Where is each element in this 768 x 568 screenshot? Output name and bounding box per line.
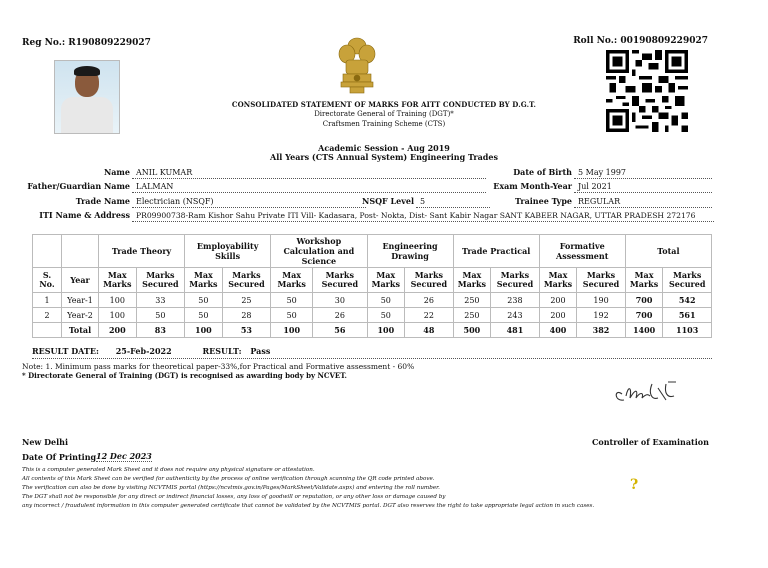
roll-no: Roll No.: 00190809229027: [573, 36, 708, 46]
trade-value: Electrician (NSQF): [132, 196, 366, 208]
trainee-label: Trainee Type: [515, 196, 572, 206]
table-cell: 192: [577, 308, 626, 323]
result-line: [32, 346, 712, 359]
table-cell: 50: [367, 293, 405, 308]
table-cell: 50: [367, 308, 405, 323]
scheme-line: Craftsmen Training Scheme (CTS): [322, 120, 446, 128]
group-header: Workshop Calculation and Science: [271, 235, 367, 268]
table-cell: 50: [185, 293, 223, 308]
exam-value: Jul 2021: [574, 181, 712, 193]
reg-no: Reg No.: R190809229027: [22, 38, 151, 48]
marks-secured-header: Marks Secured: [405, 268, 454, 293]
trade-label: Trade Name: [75, 196, 130, 206]
table-cell: 481: [491, 323, 540, 338]
table-row: [33, 323, 712, 338]
result-date-value: 25-Feb-2022: [115, 346, 172, 356]
father-value: LALMAN: [132, 181, 486, 193]
name-label: Name: [103, 167, 130, 177]
table-cell: 200: [539, 293, 577, 308]
marks-secured-header: Marks Secured: [313, 268, 367, 293]
table-cell: 100: [271, 323, 313, 338]
table-cell: 238: [491, 293, 540, 308]
table-cell: [33, 323, 62, 338]
table-cell: 542: [663, 293, 712, 308]
table-row: [33, 293, 712, 308]
max-marks-header: Max Marks: [453, 268, 491, 293]
name-value: ANIL KUMAR: [132, 167, 486, 179]
group-header: Trade Practical: [453, 235, 539, 268]
table-cell: 50: [271, 293, 313, 308]
father-label: Father/Guardian Name: [27, 181, 130, 191]
table-cell: 1: [33, 293, 62, 308]
disclaimer-line: This is a computer generated Mark Sheet and it does not require any physical signature or attestation.: [22, 467, 315, 473]
max-marks-header: Max Marks: [185, 268, 223, 293]
trainee-value: REGULAR: [574, 196, 712, 208]
max-marks-header: Max Marks: [367, 268, 405, 293]
disclaimer-line: any incorrect / fraudulent information in this computer generated certificate that cannot be validated by the NCVTMIS portal. DGT also reserves the right to take appropriate legal action in such cases.: [22, 503, 595, 509]
result-date-label: RESULT DATE:: [32, 346, 99, 356]
table-cell: 250: [453, 293, 491, 308]
national-emblem-icon: [334, 36, 380, 96]
table-cell: 200: [539, 308, 577, 323]
disclaimer-line: All contents of this Mark Sheet can be verified for authenticity by the process of online verification through scanning the QR code printed above.: [22, 476, 435, 482]
marks-secured-header: Marks Secured: [222, 268, 271, 293]
table-cell: 100: [185, 323, 223, 338]
pass-marks-note: Note: 1. Minimum pass marks for theoretical paper-33%,for Practical and Formative assessment - 60%: [22, 362, 415, 371]
table-cell: 28: [222, 308, 271, 323]
marks-secured-header: Marks Secured: [491, 268, 540, 293]
table-cell: 382: [577, 323, 626, 338]
table-cell: 100: [99, 308, 137, 323]
dob-value: 5 May 1997: [574, 167, 712, 179]
exam-label: Exam Month-Year: [493, 181, 572, 191]
dob-label: Date of Birth: [513, 167, 572, 177]
table-cell: 190: [577, 293, 626, 308]
table-cell: 53: [222, 323, 271, 338]
table-cell: 56: [313, 323, 367, 338]
printing-date-label: Date Of Printing: [22, 452, 97, 462]
year-spacer: [62, 235, 99, 268]
directorate-line: Directorate General of Training (DGT)*: [314, 110, 454, 118]
sno-spacer: [33, 235, 62, 268]
awarding-body-note: * Directorate General of Training (DGT) is recognised as awarding body by NCVET.: [22, 371, 347, 380]
nsqf-label: NSQF Level: [362, 196, 415, 206]
place: New Delhi: [22, 437, 68, 447]
disclaimer-line: The verification can also be done by visiting NCVTMIS portal (https://ncvtmis.gov.in/Pages/MarkSheet/Validate.aspx) and entering the roll number.: [22, 485, 440, 491]
table-cell: 561: [663, 308, 712, 323]
table-cell: Year-1: [62, 293, 99, 308]
table-cell: 48: [405, 323, 454, 338]
table-row: [33, 308, 712, 323]
sno-header: S. No.: [33, 268, 62, 293]
marks-secured-header: Marks Secured: [577, 268, 626, 293]
iti-value: PR09900738-Ram Kishor Sahu Private ITI Vill- Kadasara, Post- Nokta, Dist- Sant Kabir Nagar SANT KABEER NAGAR, UTTAR PRADESH 272176: [132, 210, 714, 222]
group-header: Employability Skills: [185, 235, 271, 268]
table-cell: 400: [539, 323, 577, 338]
group-header: Engineering Drawing: [367, 235, 453, 268]
table-cell: 33: [136, 293, 185, 308]
table-cell: 1400: [625, 323, 663, 338]
marks-table: [32, 234, 712, 338]
disclaimer-line: The DGT shall not be responsible for any direct or indirect financial losses, any loss of goodwill or reputation, or any other loss or damage caused by: [22, 494, 446, 500]
controller-signature-icon: [608, 374, 688, 408]
table-cell: 50: [136, 308, 185, 323]
table-cell: 26: [405, 293, 454, 308]
table-cell: Total: [62, 323, 99, 338]
marks-secured-header: Marks Secured: [663, 268, 712, 293]
table-cell: 25: [222, 293, 271, 308]
table-cell: 100: [367, 323, 405, 338]
max-marks-header: Max Marks: [271, 268, 313, 293]
controller-title: Controller of Examination: [592, 437, 709, 447]
table-cell: 30: [313, 293, 367, 308]
table-cell: 100: [99, 293, 137, 308]
statement-title: CONSOLIDATED STATEMENT OF MARKS FOR AITT CONDUCTED BY D.G.T.: [231, 100, 537, 109]
table-cell: 200: [99, 323, 137, 338]
printing-date-value: 12 Dec 2023: [96, 451, 152, 461]
max-marks-header: Max Marks: [625, 268, 663, 293]
help-icon: ?: [630, 477, 639, 493]
session-subtitle: All Years (CTS Annual System) Engineering Trades: [270, 152, 498, 162]
max-marks-header: Max Marks: [99, 268, 137, 293]
table-cell: 26: [313, 308, 367, 323]
table-cell: Year-2: [62, 308, 99, 323]
group-header: Formative Assessment: [539, 235, 625, 268]
result-value: Pass: [250, 346, 271, 356]
iti-label: ITI Name & Address: [39, 210, 130, 220]
table-cell: 1103: [663, 323, 712, 338]
table-cell: 700: [625, 308, 663, 323]
result-label: RESULT:: [202, 346, 242, 356]
table-cell: 50: [271, 308, 313, 323]
group-header: Total: [625, 235, 711, 268]
academic-session: Academic Session - Aug 2019: [318, 143, 450, 153]
table-cell: 250: [453, 308, 491, 323]
marks-secured-header: Marks Secured: [136, 268, 185, 293]
table-cell: 700: [625, 293, 663, 308]
table-cell: 22: [405, 308, 454, 323]
max-marks-header: Max Marks: [539, 268, 577, 293]
group-header: Trade Theory: [99, 235, 185, 268]
table-cell: 500: [453, 323, 491, 338]
table-cell: 83: [136, 323, 185, 338]
nsqf-value: 5: [416, 196, 490, 208]
table-cell: 2: [33, 308, 62, 323]
year-header: Year: [62, 268, 99, 293]
table-cell: 50: [185, 308, 223, 323]
table-cell: 243: [491, 308, 540, 323]
